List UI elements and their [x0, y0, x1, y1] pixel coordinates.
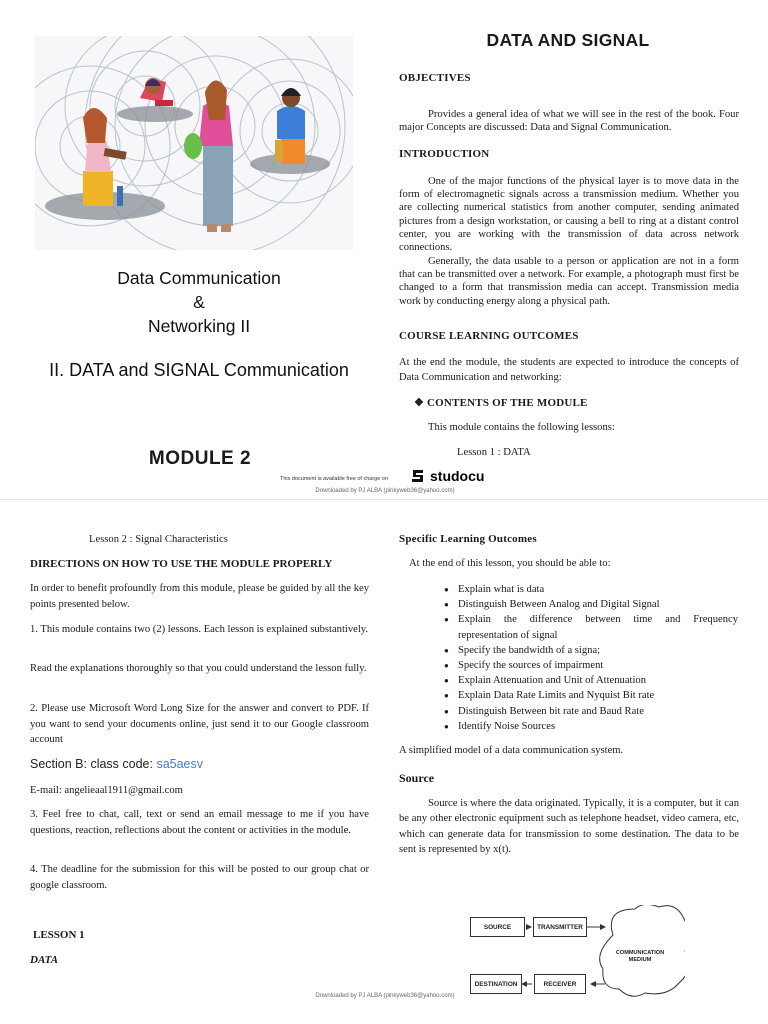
contents-heading: CONTENTS OF THE MODULE: [427, 397, 588, 409]
introduction-paragraph-2: Generally, the data usable to a person or application are not in a form that can be transmitted over a network. For example, a photograph must first be changed to a form that transmission media can accept. Transmission media work by conducting energy along a physical path.: [399, 256, 739, 307]
section-b-label: Section B: class code:: [30, 757, 157, 771]
objectives-text: Provides a general idea of what we will see in the rest of the book. Four major Concepts are discussed: Data and Signal Communication.: [399, 109, 739, 134]
email-line: E-mail: angelieaal1911@gmail.com: [30, 785, 183, 796]
directions-intro: In order to benefit profoundly from this module, please be guided by all the key points presented below.: [30, 583, 369, 610]
direction-item-4: 4. The deadline for the submission for this will be posted to our group chat or google classroom.: [30, 864, 369, 891]
introduction-heading: INTRODUCTION: [399, 148, 490, 160]
document-title: DATA AND SIGNAL: [486, 30, 650, 50]
introduction-paragraph-1: One of the major functions of the physical layer is to move data in the form of electromagnetic signals across a transmission medium. Whether you are collecting numerical statistics from another computer, sending animated pictures from a design workstation, or causing a bell to ring at a distant control center, you are working with the transmission of data across network connections.: [399, 176, 739, 254]
outcomes-heading: COURSE LEARNING OUTCOMES: [399, 330, 579, 342]
list-item: ● Identify Noise Sources: [444, 719, 738, 734]
footer-download-text: Downloaded by PJ ALBA (pinkyweb36@yahoo.com): [315, 488, 455, 494]
section-b-class-code: [30, 757, 203, 771]
footer-download-text-2: Downloaded by PJ ALBA (pinkyweb36@yahoo.com): [315, 993, 455, 999]
slo-intro: At the end of this lesson, you should be able to:: [409, 558, 611, 569]
direction-item-1b: Read the explanations thoroughly so that you could understand the lesson fully.: [30, 663, 367, 674]
footer-free-text: This document is available free of charge on: [280, 476, 388, 482]
source-text: Source is where the data originated. Typically, it is a computer, but it can be any other electronic equipment such as telephone headset, video camera, etc, which can generate data for transmission to some destination. The data to be sent is represented by x(t).: [399, 798, 739, 856]
directions-heading: DIRECTIONS ON HOW TO USE THE MODULE PROPERLY: [30, 558, 333, 570]
objectives-heading: OBJECTIVES: [399, 72, 471, 84]
list-item: ● Explain Attenuation and Unit of Attenuation: [444, 673, 738, 688]
studocu-brand-text: studocu: [430, 468, 485, 484]
cover-title-line-2: &: [193, 292, 205, 312]
list-item: ● Distinguish Between Analog and Digital Signal: [444, 597, 738, 612]
direction-item-1: 1. This module contains two (2) lessons. Each lesson is explained substantively.: [30, 624, 369, 635]
direction-item-2: 2. Please use Microsoft Word Long Size for the answer and convert to PDF. If you want to send your documents online, just send it to our Google classroom account: [30, 703, 369, 746]
receiver-box: RECEIVER: [534, 974, 586, 994]
module-label: MODULE 2: [148, 448, 252, 469]
people-signals-image: [35, 36, 353, 250]
studocu-logo[interactable]: [409, 467, 484, 485]
slo-list: [444, 582, 738, 734]
contents-heading-row: [414, 396, 588, 409]
list-item: ● Distinguish Between bit rate and Baud Rate: [444, 704, 738, 719]
cover-subtitle: II. DATA and SIGNAL Communication: [49, 360, 349, 380]
outcomes-text: At the end the module, the students are expected to introduce the concepts of Data Communication and networking:: [399, 357, 739, 383]
class-code[interactable]: sa5aesv: [156, 757, 204, 771]
list-item: ● Specify the sources of impairment: [444, 658, 738, 673]
cover-title-line-3: Networking II: [147, 316, 251, 336]
destination-box: DESTINATION: [470, 974, 522, 994]
communication-medium-cloud: COMMUNICATION MEDIUM: [615, 950, 665, 963]
direction-item-3: 3. Feel free to chat, call, text or send an email message to me if you have questions, reaction, reflections about the content or activities in the module.: [30, 809, 369, 836]
studocu-mark-icon: [409, 467, 427, 485]
source-heading: Source: [399, 771, 435, 785]
source-box: SOURCE: [470, 917, 525, 937]
communication-model-diagram: [465, 905, 685, 1003]
list-item: ● Explain Data Rate Limits and Nyquist Bit rate: [444, 688, 738, 703]
list-item: ● Explain the difference between time and Frequency representation of signal: [444, 612, 738, 642]
page-1: [0, 0, 768, 500]
list-item: ● Explain what is data: [444, 582, 738, 597]
lesson-1-item: Lesson 1 : DATA: [457, 447, 531, 458]
list-item: ● Specify the bandwidth of a signa;: [444, 643, 738, 658]
slo-heading: Specific Learning Outcomes: [399, 533, 537, 545]
cover-illustration: [35, 36, 353, 250]
diamond-bullet-icon: ❖: [414, 397, 428, 409]
transmitter-box: TRANSMITTER: [533, 917, 587, 937]
model-text: A simplified model of a data communication system.: [399, 745, 624, 756]
lesson-1-heading: LESSON 1: [33, 929, 85, 941]
contents-text: This module contains the following lessons:: [428, 422, 615, 433]
lesson-2-item: Lesson 2 : Signal Characteristics: [89, 534, 228, 545]
cover-title-line-1: Data Communication: [117, 268, 281, 288]
data-heading: DATA: [30, 954, 59, 966]
